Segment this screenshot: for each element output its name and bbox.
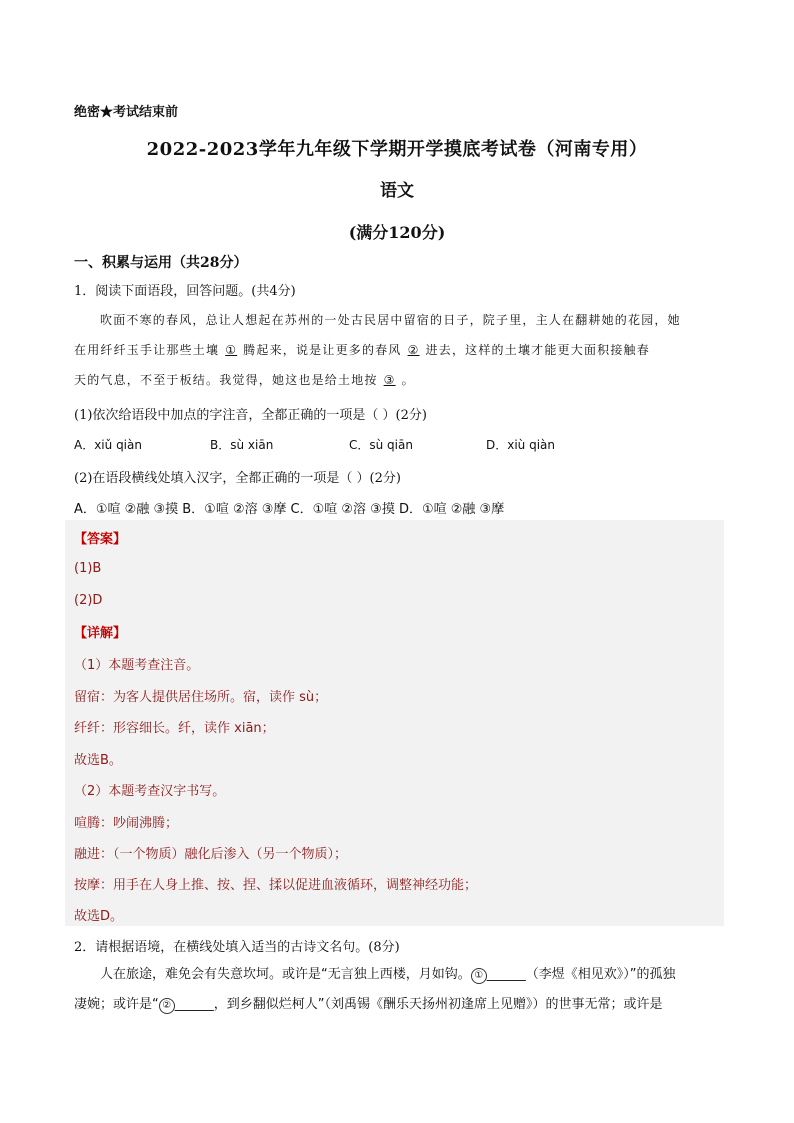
detail-line: （2）本题考查汉字书写。	[74, 784, 226, 799]
answer-2: (2)D	[74, 593, 103, 608]
exam-title: 2022-2023学年九年级下学期开学摸底考试卷（河南专用）	[146, 139, 648, 160]
question-1-passage: 吹面不寒的春风，总让人想起在苏州的一处古民居中留宿的日子，院子里，主人在翻耕她的花园，她 在用纤纤玉手让那些土壤 ① 腾起来，说是让更多的春风 ② 进去，这样的土壤才能更大面积接触春 天的气息，不至于板结。我觉得，她这也是给土地按 ③ 。	[74, 305, 722, 395]
question-2-stem: 2．请根据语境，在横线处填入适当的古诗文名句。(8分)	[74, 940, 400, 955]
sub1-option-a: A．xiǔ qiàn	[74, 438, 142, 452]
sub2-options: A．①喧 ②融 ③摸 B．①喧 ②溶 ③摩 C．①喧 ②溶 ③摸 D．①喧 ②融 ③摩	[74, 502, 505, 517]
question-1-sub-2: (2)在语段横线处填入汉字，全都正确的一项是（ ）(2分)	[74, 471, 401, 486]
full-score: (满分120分)	[348, 223, 446, 242]
detail-line: 纤纤：形容细长。纤，读作 xiān；	[74, 721, 275, 736]
sub1-option-b: B．sù xiān	[210, 438, 274, 452]
question-2-text: 人在旅途，难免会有失意坎坷。或许是“无言独上西楼，月如钩。 ① ______（李煜《相见欢》）”的孤独 凄婉；或许是“ ② ______，到乡翻似烂柯人”（刘禹锡《酬乐天扬州初逢席上见赠》）的世事无常；或许是	[74, 967, 676, 1012]
detail-line: 故选D。	[74, 909, 124, 924]
answer-heading: 【答案】	[74, 532, 127, 547]
answer-1: (1)B	[74, 561, 102, 576]
passage-line-1: 吹面不寒的春风，总让人想起在苏州的一处古民居中留宿的日子，院子里，主人在翻耕她的花园，她	[100, 313, 681, 327]
question-1-stem: 1．阅读下面语段，回答问题。(共4分)	[74, 284, 296, 299]
detail-line: 留宿：为客人提供居住场所。宿，读作 sù；	[74, 690, 328, 705]
blank-1: ①	[225, 343, 238, 357]
subject-title: 语文	[380, 181, 414, 201]
detail-line: 喧腾：吵闹沸腾；	[74, 816, 179, 831]
detail-line: 故选B。	[74, 753, 122, 768]
detail-heading: 【详解】	[74, 626, 127, 641]
detail-line: 按摩：用手在人身上推、按、捏、揉以促进血液循环，调整神经功能；	[74, 878, 478, 893]
confidential-label: 绝密★考试结束前	[74, 105, 179, 120]
blank-3: ③	[383, 373, 396, 387]
sub1-option-d: D．xiù qiàn	[486, 438, 556, 452]
section-heading: 一、积累与运用（共28分）	[74, 255, 248, 271]
blank-2: ②	[407, 343, 420, 357]
question-1-sub-1: (1)依次给语段中加点的字注音，全都正确的一项是（ ）(2分)	[74, 408, 427, 423]
blank-marker-2: ②	[159, 998, 175, 1014]
detail-line: （1）本题考查注音。	[74, 658, 200, 673]
sub1-option-c: C．sù qiān	[349, 438, 413, 452]
blank-marker-1: ①	[471, 968, 487, 984]
detail-line: 融进：（一个物质）融化后渗入（另一个物质）；	[74, 847, 348, 862]
